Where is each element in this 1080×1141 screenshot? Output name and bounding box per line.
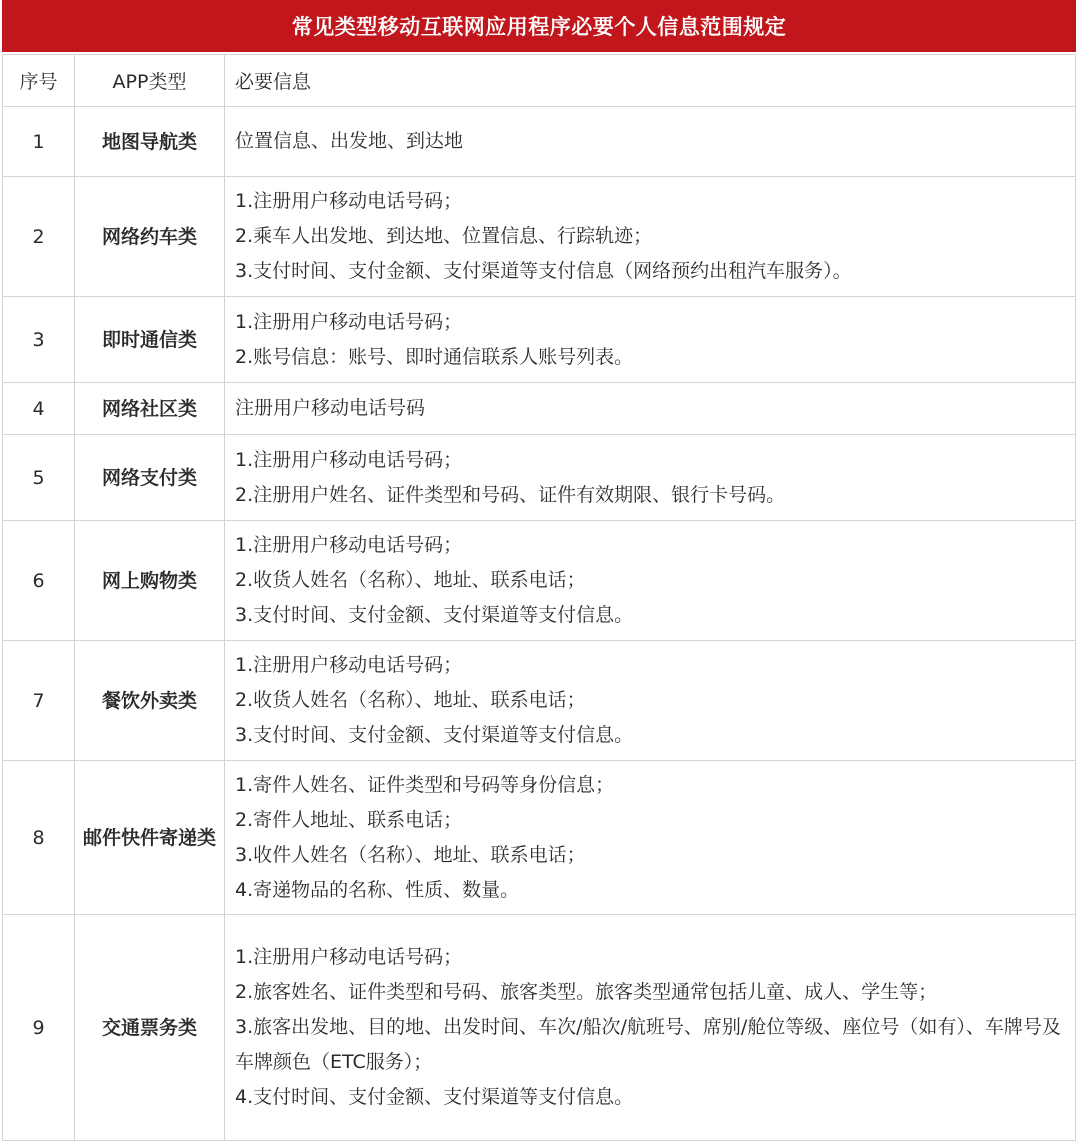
header-no: 序号 [3,55,75,107]
row-number: 2 [3,177,75,297]
table-row [3,435,1076,521]
info-line: 2.收货人姓名（名称）、地址、联系电话； [235,689,586,711]
app-type: 网络约车类 [75,177,225,297]
app-type: 网络社区类 [75,383,225,435]
row-number: 8 [3,761,75,915]
info-line: 1.注册用户移动电话号码； [235,190,463,212]
required-info [225,915,1076,1141]
info-line: 2.收货人姓名（名称）、地址、联系电话； [235,569,586,591]
info-line: 2.乘车人出发地、到达地、位置信息、行踪轨迹； [235,225,653,247]
info-line: 2.注册用户姓名、证件类型和号码、证件有效期限、银行卡号码。 [235,483,786,506]
info-line: 位置信息、出发地、到达地 [235,130,464,152]
required-info [225,761,1076,915]
info-line: 1.寄件人姓名、证件类型和号码等身份信息； [235,773,615,796]
info-line: 1.注册用户移动电话号码； [235,654,463,676]
row-number: 3 [3,297,75,383]
required-info [225,521,1076,641]
table-row [3,177,1076,297]
row-number: 9 [3,915,75,1141]
table-title: 常见类型移动互联网应用程序必要个人信息范围规定 [2,0,1076,52]
table-row [3,521,1076,641]
app-type: 餐饮外卖类 [75,641,225,761]
info-line: 4.寄递物品的名称、性质、数量。 [235,878,520,901]
info-line: 1.注册用户移动电话号码； [235,946,463,968]
info-table [2,54,1076,1141]
table-row [3,915,1076,1141]
app-type: 地图导航类 [75,107,225,177]
info-line: 3.支付时间、支付金额、支付渠道等支付信息（网络预约出租汽车服务）。 [235,260,852,282]
app-type: 即时通信类 [75,297,225,383]
header-row [3,55,1076,107]
info-line: 2.寄件人地址、联系电话； [235,808,463,831]
table-row [3,383,1076,435]
table-row [3,761,1076,915]
header-type: APP类型 [75,55,225,107]
row-number: 5 [3,435,75,521]
app-type: 网上购物类 [75,521,225,641]
required-info [225,177,1076,297]
row-number: 7 [3,641,75,761]
info-line: 1.注册用户移动电话号码； [235,534,463,556]
row-number: 4 [3,383,75,435]
info-line: 2.旅客姓名、证件类型和号码、旅客类型。旅客类型通常包括儿童、成人、学生等； [235,981,938,1003]
info-line: 1.注册用户移动电话号码； [235,310,463,333]
info-line: 4.支付时间、支付金额、支付渠道等支付信息。 [235,1086,634,1108]
app-type: 网络支付类 [75,435,225,521]
info-line: 1.注册用户移动电话号码； [235,448,463,471]
app-type: 邮件快件寄递类 [75,761,225,915]
required-info [225,383,1076,435]
info-line: 3.支付时间、支付金额、支付渠道等支付信息。 [235,604,634,626]
table-row [3,297,1076,383]
info-line: 2.账号信息：账号、即时通信联系人账号列表。 [235,345,634,368]
header-info: 必要信息 [225,55,1076,107]
info-line: 注册用户移动电话号码 [235,397,426,419]
app-type: 交通票务类 [75,915,225,1141]
row-number: 6 [3,521,75,641]
required-info [225,107,1076,177]
required-info [225,435,1076,521]
table-row [3,107,1076,177]
row-number: 1 [3,107,75,177]
info-line: 3.收件人姓名（名称）、地址、联系电话； [235,843,586,866]
required-info [225,297,1076,383]
info-line: 3.支付时间、支付金额、支付渠道等支付信息。 [235,724,634,746]
table-row [3,641,1076,761]
info-line: 3.旅客出发地、目的地、出发时间、车次/船次/航班号、席别/舱位等级、座位号（如有）、车牌号及车牌颜色（ETC服务）； [235,1016,1061,1073]
required-info [225,641,1076,761]
table-body [3,107,1076,1141]
